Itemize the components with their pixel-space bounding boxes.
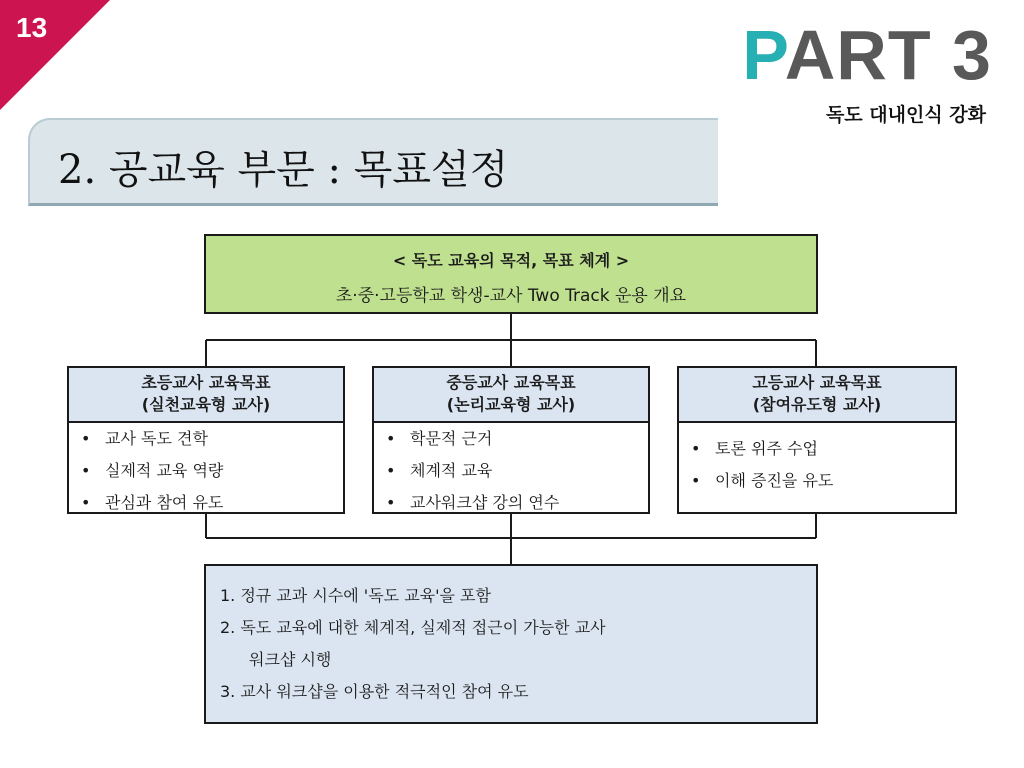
action-item-2-continued: 워크샵 시행: [249, 650, 332, 669]
elementary-goal-title: 초등교사 교육목표: [141, 373, 271, 392]
elementary-goal-box: [67, 366, 345, 514]
middle-goal-title: 중등교사 교육목표: [446, 373, 576, 392]
middle-goal-header: [374, 368, 648, 423]
elementary-goal-type: (실천교육형 교사): [141, 395, 271, 414]
action-plan-box: [204, 564, 818, 724]
action-item-1: 1. 정규 교과 시수에 '독도 교육'을 포함: [220, 586, 491, 605]
high-goal-header: [679, 368, 955, 423]
part-label-accent: P: [742, 16, 785, 94]
purpose-heading: < 독도 교육의 목적, 목표 체계 >: [392, 251, 630, 270]
list-item: • 교사 독도 견학: [79, 423, 343, 455]
list-item: • 교사워크샵 강의 연수: [384, 487, 648, 519]
part-subtitle: 독도 대내인식 강화: [825, 104, 986, 126]
middle-goal-box: [372, 366, 650, 514]
list-item: • 관심과 참여 유도: [79, 487, 343, 519]
slide-title: 2. 공교육 부문 : 목표설정: [58, 147, 509, 193]
action-item-3: 3. 교사 워크샵을 이용한 적극적인 참여 유도: [220, 682, 529, 701]
purpose-subheading: 초·중·고등학교 학생-교사 Two Track 운용 개요: [335, 286, 687, 306]
list-item: • 체계적 교육: [384, 455, 648, 487]
high-goal-title: 고등교사 교육목표: [752, 373, 882, 392]
list-item: • 이해 증진을 유도: [689, 465, 955, 497]
high-goal-type: (참여유도형 교사): [752, 395, 882, 414]
part-label-rest: ART 3: [784, 16, 992, 94]
list-item: • 실제적 교육 역량: [79, 455, 343, 487]
high-goal-box: [677, 366, 957, 514]
list-item: • 학문적 근거: [384, 423, 648, 455]
page-number: 13: [16, 12, 48, 43]
elementary-goal-header: [69, 368, 343, 423]
purpose-box: [204, 234, 818, 314]
list-item: • 토론 위주 수업: [689, 433, 955, 465]
action-item-2: 2. 독도 교육에 대한 체계적, 실제적 접근이 가능한 교사: [220, 618, 606, 637]
middle-goal-type: (논리교육형 교사): [446, 395, 576, 414]
